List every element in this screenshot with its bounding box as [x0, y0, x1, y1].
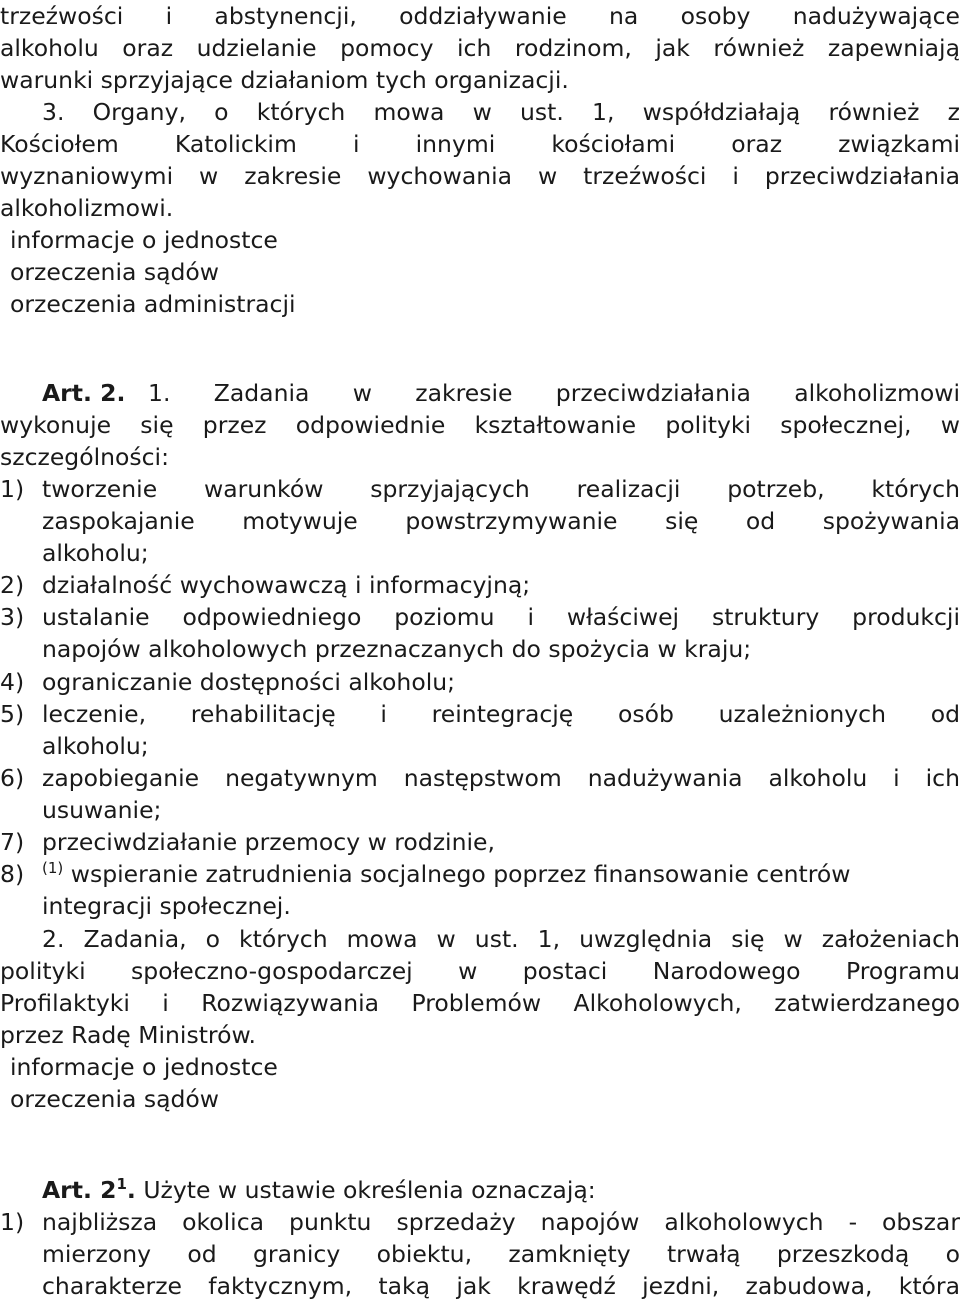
list-item-text: wspieranie zatrudnienia socjalnego poprzez finansowanie centrów	[70, 860, 851, 888]
list-item-text: zapobieganie negatywnym następstwom nadużywania alkoholu i ich	[42, 764, 960, 792]
list-item	[0, 762, 960, 794]
list-item-text: alkoholu;	[42, 732, 149, 760]
list-item-text: mierzony od granicy obiektu, zamknięty trwałą przeszkodą o	[42, 1240, 960, 1268]
article-heading	[0, 377, 960, 409]
link-court-rulings[interactable]: orzeczenia sądów	[10, 1085, 219, 1113]
list-number: 6)	[0, 764, 25, 792]
paragraph-line: 2. Zadania, o których mowa w ust. 1, uwzględnia się w założeniach	[42, 925, 960, 953]
list-item	[0, 569, 960, 601]
article-label: Art. 2.	[42, 379, 126, 407]
paragraph-line: 3. Organy, o których mowa w ust. 1, współdziałają również z	[42, 98, 960, 126]
article-intro: Użyte w ustawie określenia oznaczają:	[143, 1176, 596, 1204]
list-item-text: ograniczanie dostępności alkoholu;	[42, 668, 456, 696]
list-number: 5)	[0, 700, 25, 728]
paragraph-line: przez Radę Ministrów.	[0, 1021, 256, 1049]
list-number: 2)	[0, 571, 25, 599]
paragraph-line: wykonuje się przez odpowiednie kształtowanie polityki społecznej, w	[0, 411, 960, 439]
paragraph-line: alkoholu oraz udzielanie pomocy ich rodzinom, jak również zapewniają	[0, 34, 960, 62]
list-item	[0, 666, 960, 698]
list-item-text	[42, 858, 960, 890]
list-item-text: leczenie, rehabilitację i reintegrację osób uzależnionych od	[42, 700, 960, 728]
list-number: 1)	[0, 475, 25, 503]
paragraph-line: polityki społeczno-gospodarczej w postaci Narodowego Programu	[0, 957, 960, 985]
paragraph-line: Kościołem Katolickim i innymi kościołami oraz związkami	[0, 130, 960, 158]
list-number: 7)	[0, 828, 25, 856]
article-label: Art. $2^1$. Użyte w ustawie określenia oznaczają:	[42, 1175, 596, 1204]
paragraph-line: wyznaniowymi w zakresie wychowania w trzeźwości i przeciwdziałania	[0, 162, 960, 190]
paragraph-line: alkoholizmowi.	[0, 194, 174, 222]
list-item	[0, 826, 960, 858]
paragraph-line: szczególności:	[0, 443, 169, 471]
list-item-text: napojów alkoholowych przeznaczanych do spożycia w kraju;	[42, 635, 752, 663]
list-number: 1)	[0, 1208, 25, 1236]
list-item-text: ustalanie odpowiedniego poziomu i właściwej struktury produkcji	[42, 603, 960, 631]
list-item	[0, 698, 960, 730]
footnote-marker[interactable]: (1)	[42, 859, 64, 878]
list-item-text: alkoholu;	[42, 539, 149, 567]
list-item-text: usuwanie;	[42, 796, 162, 824]
link-admin-rulings[interactable]: orzeczenia administracji	[10, 290, 296, 318]
paragraph-line: warunki sprzyjające działaniom tych organizacji.	[0, 66, 569, 94]
list-number: 8)	[0, 860, 25, 888]
list-item	[0, 1206, 960, 1238]
list-item-text: przeciwdziałanie przemocy w rodzinie,	[42, 828, 495, 856]
link-info-unit[interactable]: informacje o jednostce	[10, 1053, 278, 1081]
list-item-text: integracji społecznej.	[42, 892, 291, 920]
link-info-unit[interactable]: informacje o jednostce	[10, 226, 278, 254]
list-item-text: zaspokajanie motywuje powstrzymywanie się od spożywania	[42, 507, 960, 535]
list-item	[0, 473, 960, 505]
list-item-text: tworzenie warunków sprzyjających realizacji potrzeb, których	[42, 475, 960, 503]
list-item-text: charakterze faktycznym, taką jak krawędź jezdni, zabudowa, która	[42, 1272, 960, 1300]
paragraph-line: trzeźwości i abstynencji, oddziaływanie na osoby nadużywające	[0, 2, 960, 30]
list-item	[0, 601, 960, 633]
list-item-text: najbliższa okolica punktu sprzedaży napojów alkoholowych - obszar	[42, 1208, 960, 1236]
list-number: 4)	[0, 668, 25, 696]
paragraph-line: 1. Zadania w zakresie przeciwdziałania alkoholizmowi	[148, 379, 960, 407]
article-heading	[0, 1174, 960, 1206]
paragraph-line: Profilaktyki i Rozwiązywania Problemów Alkoholowych, zatwierdzanego	[0, 989, 960, 1017]
list-item-text: działalność wychowawczą i informacyjną;	[42, 571, 531, 599]
list-item	[0, 858, 960, 890]
list-number: 3)	[0, 603, 25, 631]
link-court-rulings[interactable]: orzeczenia sądów	[10, 258, 219, 286]
